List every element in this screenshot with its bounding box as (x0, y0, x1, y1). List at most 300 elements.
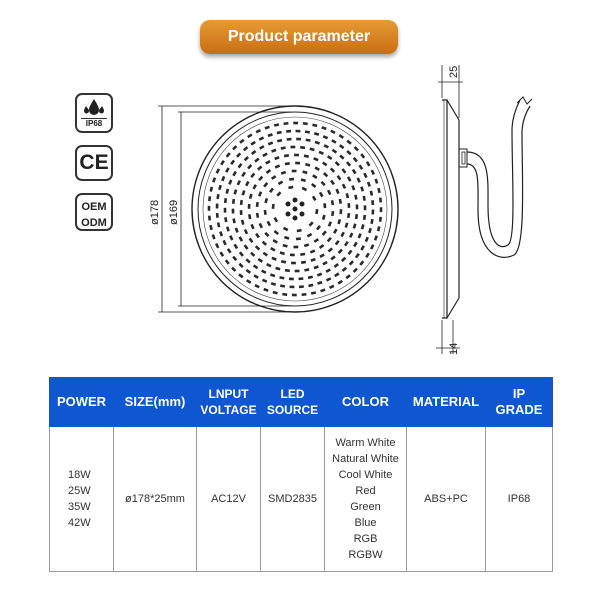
led-chip (358, 233, 362, 238)
led-chip (367, 182, 371, 187)
led-chip (335, 189, 339, 194)
led-chip (305, 138, 310, 141)
led-chip (322, 215, 326, 220)
led-chip (353, 157, 358, 162)
led-chip (240, 210, 243, 215)
led-chip (250, 252, 255, 257)
led-chip (355, 214, 358, 219)
led-chip (365, 237, 369, 242)
led-chip (314, 265, 319, 269)
led-chip (225, 189, 229, 194)
led-chip (216, 194, 219, 199)
led-chip (216, 204, 219, 209)
led-chip (370, 244, 374, 249)
led-chip (312, 174, 317, 179)
led-chip (245, 258, 250, 263)
led-chip (354, 146, 359, 151)
led-chip (332, 149, 337, 154)
led-chip (219, 231, 223, 236)
led-chip (339, 209, 342, 214)
led-chip (314, 238, 319, 243)
led-chip (308, 276, 313, 280)
led-chip (224, 198, 227, 203)
led-chip (268, 133, 273, 137)
led-chip (290, 253, 295, 256)
led-chip (238, 236, 243, 241)
led-chip (226, 226, 230, 231)
led-chip (374, 179, 378, 184)
led-chip (274, 230, 279, 235)
led-chip (227, 248, 232, 253)
led-chip (349, 232, 353, 237)
led-chip (246, 279, 251, 284)
led-chip (328, 247, 333, 252)
led-chip (315, 141, 320, 145)
led-chip (277, 139, 282, 143)
led-chip (312, 196, 317, 201)
led-chip (301, 178, 306, 182)
led-chip (244, 156, 249, 161)
led-chip (349, 260, 354, 265)
led-chip (261, 269, 266, 273)
led-chip (308, 284, 313, 288)
center-dots (286, 198, 305, 221)
led-chip (271, 175, 276, 180)
led-chip (319, 244, 324, 249)
led-chip (259, 136, 264, 140)
led-chip (366, 161, 371, 166)
led-chip (247, 164, 252, 169)
led-chip (250, 173, 255, 178)
led-chip (301, 261, 306, 264)
led-chip (293, 246, 298, 249)
led-chip (335, 161, 340, 166)
led-chip (238, 273, 243, 278)
led-chip (322, 161, 327, 166)
led-chip (247, 133, 252, 138)
led-chip (326, 277, 331, 281)
led-chip (246, 269, 251, 274)
led-chip (347, 203, 350, 208)
led-chip (254, 284, 259, 288)
led-chip (329, 285, 334, 289)
led-chip (283, 227, 288, 231)
led-chip (225, 167, 230, 172)
led-chip (295, 270, 300, 273)
led-chip (280, 284, 285, 287)
led-chip (284, 236, 289, 240)
led-chip (323, 203, 326, 208)
led-chip (248, 204, 251, 209)
led-chip (240, 200, 243, 205)
led-chip (242, 190, 246, 195)
led-chip (292, 170, 297, 173)
led-chip (271, 257, 276, 261)
led-chip (232, 171, 237, 176)
led-chip (346, 140, 351, 145)
led-chip (238, 263, 243, 268)
led-chip (287, 138, 292, 141)
led-chip (314, 132, 319, 136)
led-chip (310, 258, 315, 262)
led-chip (217, 222, 221, 227)
led-chip (251, 150, 256, 155)
led-chip (225, 259, 230, 264)
led-chip (330, 167, 335, 172)
led-chip (231, 267, 236, 272)
led-chip (338, 249, 343, 254)
led-chip (347, 176, 352, 181)
led-chip (289, 277, 294, 280)
led-chip (209, 187, 213, 192)
led-chip (244, 244, 249, 249)
led-chip (365, 253, 370, 258)
led-chip (304, 268, 309, 271)
led-chip (360, 186, 364, 191)
led-chip (248, 214, 251, 219)
led-chip (288, 186, 293, 189)
led-chip (355, 253, 360, 258)
led-chip (212, 234, 216, 239)
cell-ip-grade: IP68 (486, 427, 553, 572)
led-chip (279, 276, 284, 279)
led-chip (347, 250, 352, 255)
led-chip (335, 240, 340, 245)
led-chip (232, 209, 235, 214)
led-chip (303, 122, 308, 125)
led-chip (276, 191, 281, 196)
header-ip-grade: IP GRADE (486, 378, 553, 427)
led-chip (226, 152, 231, 157)
led-chip (264, 198, 268, 203)
led-chip (274, 123, 279, 127)
led-chip (327, 190, 331, 195)
led-chip (361, 224, 365, 229)
cell-led-source: SMD2835 (261, 427, 325, 572)
table-header-row (50, 378, 553, 427)
led-chip (307, 233, 312, 238)
led-chip (323, 135, 328, 139)
led-chip (259, 145, 264, 150)
led-chip (237, 163, 242, 168)
oem-label: OEM (81, 201, 107, 213)
led-chip (275, 164, 280, 168)
led-chip (265, 126, 270, 130)
led-chip (209, 225, 213, 230)
led-chip (345, 193, 349, 198)
led-chip (314, 166, 319, 171)
led-chip (230, 160, 235, 165)
led-chip (212, 177, 216, 182)
led-chip (363, 196, 366, 201)
header-power: POWER (50, 378, 114, 427)
led-chip (280, 251, 285, 255)
led-chip (257, 166, 262, 171)
led-chip (345, 223, 349, 228)
led-chip (269, 188, 274, 193)
led-chip (342, 184, 346, 189)
led-chip (250, 224, 254, 229)
led-chip (216, 168, 220, 173)
led-chip (330, 130, 335, 134)
led-chip (292, 294, 297, 297)
led-chip (281, 146, 286, 149)
led-chip (218, 185, 222, 190)
led-chip (262, 279, 267, 283)
led-chip (286, 130, 291, 133)
led-chip (309, 221, 314, 226)
led-chip (263, 288, 268, 292)
depth-label: 14 (448, 342, 460, 355)
led-chip (300, 253, 305, 256)
cell-colors: Warm White Natural White Cool White Red Green Blue RGB RGBW (325, 427, 407, 572)
led-chip (232, 256, 237, 261)
led-chip (253, 264, 258, 269)
led-chip (239, 139, 244, 144)
header-material: MATERIAL (407, 378, 486, 427)
ce-label: CE (79, 151, 109, 174)
led-chip (360, 245, 365, 250)
led-chip (330, 255, 335, 260)
led-chip (318, 151, 323, 155)
led-chip (371, 200, 374, 205)
led-chip (363, 173, 367, 178)
led-chip (208, 206, 211, 211)
led-chip (228, 179, 232, 184)
led-chip (339, 144, 344, 149)
led-chip (220, 160, 225, 165)
led-chip (334, 272, 339, 277)
led-chip (298, 277, 303, 280)
led-chip (281, 171, 286, 175)
led-chip (270, 247, 275, 252)
cell-material: ABS+PC (407, 427, 486, 572)
led-chip (305, 130, 310, 133)
led-chip (315, 209, 318, 214)
led-chip (273, 217, 278, 222)
led-chip (309, 147, 314, 151)
led-chip (327, 155, 332, 160)
led-chip (265, 160, 270, 165)
led-chip (270, 273, 275, 277)
led-chip (304, 243, 309, 247)
led-chip (208, 196, 211, 201)
led-chip (289, 178, 294, 181)
led-chip (245, 181, 250, 186)
led-chip (229, 235, 233, 240)
led-chip (374, 235, 378, 240)
led-chip (266, 263, 271, 267)
led-chip (224, 208, 227, 213)
led-chip (243, 146, 248, 151)
led-chip (379, 197, 382, 202)
led-chip (358, 164, 363, 169)
thickness-label: 25 (448, 65, 460, 78)
led-chip (317, 273, 322, 277)
led-chip (255, 245, 260, 250)
led-chip (313, 157, 318, 161)
led-chip (345, 274, 350, 279)
led-chip (239, 251, 244, 256)
led-chip (302, 170, 307, 174)
led-chip (232, 145, 237, 150)
led-chip (331, 200, 334, 205)
led-chip (334, 263, 339, 268)
led-chip (352, 169, 357, 174)
led-chip (266, 169, 271, 174)
led-chip (337, 280, 342, 285)
led-chip (232, 199, 235, 204)
led-chip (258, 258, 263, 263)
led-chip (275, 267, 280, 271)
header-input-voltage: LNPUT VOLTAGE (197, 378, 261, 427)
led-chip (360, 153, 365, 158)
led-chip (380, 207, 383, 212)
led-chip (277, 131, 282, 135)
led-chip (278, 180, 283, 185)
led-chip (321, 126, 326, 130)
led-chip (323, 172, 328, 177)
led-chip (344, 241, 349, 246)
led-chip (320, 288, 325, 292)
led-chip (354, 195, 357, 200)
led-chip (325, 268, 330, 273)
led-chip (321, 181, 326, 186)
led-chip (273, 291, 278, 295)
cell-voltage: AC12V (197, 427, 261, 572)
header-led-source: LED SOURCE (261, 378, 325, 427)
led-chip (249, 238, 254, 243)
led-chip (291, 262, 296, 265)
led-chip (322, 231, 327, 236)
led-chip (353, 268, 358, 273)
led-chip (327, 237, 332, 242)
led-chip (316, 225, 321, 230)
led-chip (219, 251, 224, 256)
led-chip (305, 163, 310, 167)
led-chip (333, 228, 338, 233)
led-chip (357, 177, 361, 182)
led-chip (323, 144, 328, 148)
led-chip (255, 233, 260, 238)
led-chip (253, 274, 258, 279)
inner-diameter-label: ø169 (168, 199, 180, 225)
led-chip (379, 217, 382, 222)
led-chip (353, 223, 357, 228)
side-view (442, 97, 532, 318)
led-chip (256, 213, 259, 218)
led-chip (353, 242, 358, 247)
cell-power: 18W 25W 35W 42W (50, 427, 114, 572)
led-chip (256, 129, 261, 133)
led-chip (268, 141, 273, 145)
led-chip (263, 252, 268, 257)
led-chip (328, 221, 332, 226)
led-chip (283, 122, 288, 125)
led-chip (215, 243, 219, 248)
led-chip (341, 257, 346, 262)
led-chip (300, 146, 305, 149)
led-chip (351, 185, 355, 190)
led-chip (339, 199, 342, 204)
led-chip (222, 240, 226, 245)
led-chip (271, 282, 276, 286)
led-chip (372, 210, 375, 215)
led-chip (340, 232, 345, 237)
led-chip (290, 286, 295, 289)
led-chip (282, 293, 287, 296)
led-chip (297, 229, 302, 232)
spec-table (49, 377, 553, 572)
led-chip (282, 244, 287, 248)
led-chip (337, 219, 341, 224)
led-chip (371, 170, 375, 175)
led-chip (258, 176, 263, 181)
led-chip (302, 187, 307, 191)
led-chip (322, 261, 327, 266)
led-chip (377, 226, 381, 231)
led-chip (281, 260, 286, 264)
led-chip (262, 152, 267, 157)
led-chip (271, 149, 276, 153)
led-chip (319, 253, 324, 258)
led-chip (304, 154, 309, 158)
led-chip (296, 138, 301, 141)
led-chip (331, 211, 334, 216)
led-chip (262, 241, 267, 246)
led-chip (254, 158, 259, 163)
led-chip (339, 155, 344, 160)
led-chip (359, 260, 364, 265)
led-chip (299, 285, 304, 288)
led-chip (249, 194, 253, 199)
led-chip (263, 182, 268, 187)
led-chip (264, 232, 269, 237)
led-chip (356, 204, 359, 209)
table-row (50, 427, 553, 572)
led-chip (311, 291, 316, 295)
led-chip (224, 217, 227, 222)
led-chip (294, 154, 299, 157)
led-chip (317, 281, 322, 285)
cell-size: ø178*25mm (114, 427, 197, 572)
led-chip (364, 205, 367, 210)
odm-label: ODM (81, 217, 107, 229)
header-size: SIZE(mm) (114, 378, 197, 427)
led-chip (272, 239, 277, 244)
led-chip (319, 192, 324, 197)
led-chip (370, 191, 374, 196)
led-chip (311, 183, 316, 188)
led-chip (293, 122, 298, 125)
led-chip (208, 215, 211, 220)
led-chip (235, 228, 239, 233)
led-chip (346, 150, 351, 155)
led-chip (259, 223, 263, 228)
led-chip (363, 215, 366, 220)
led-chip (252, 184, 257, 189)
led-chip (346, 161, 351, 166)
led-chip (368, 228, 372, 233)
led-chip (342, 267, 347, 272)
led-chip (296, 237, 301, 240)
led-chip (250, 141, 255, 146)
led-chip (233, 189, 237, 194)
led-chip (370, 219, 373, 224)
header-color: COLOR (325, 378, 407, 427)
led-chip (274, 156, 279, 160)
led-chip (339, 134, 344, 139)
